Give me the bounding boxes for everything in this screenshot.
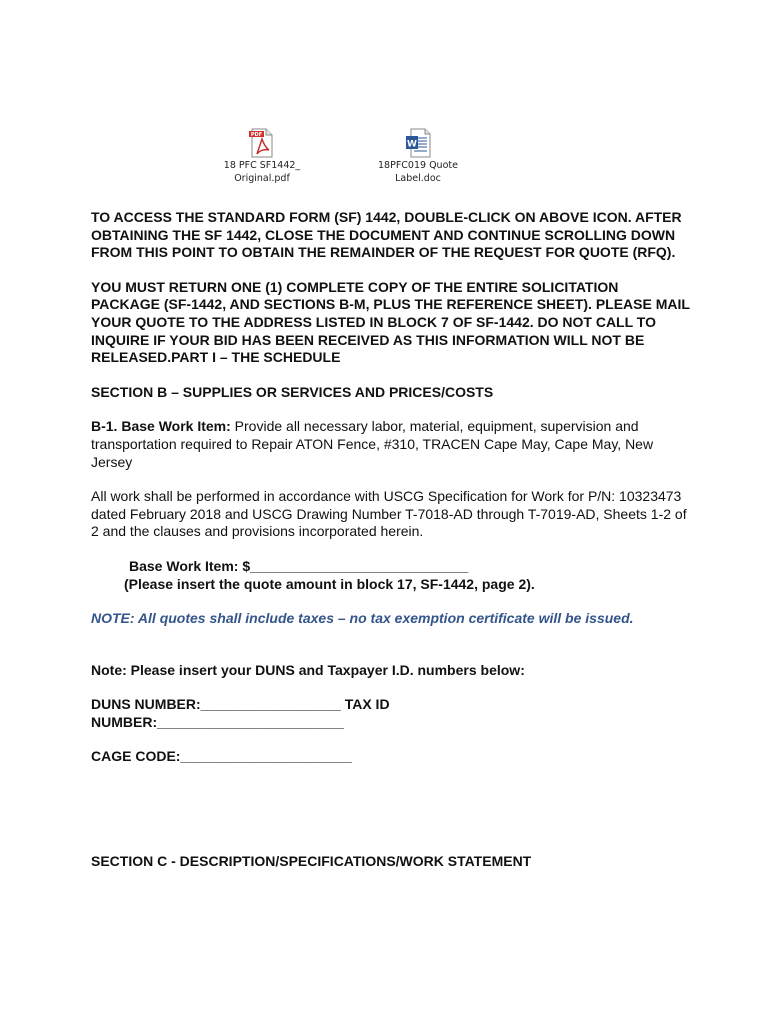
duns-tax-block (91, 696, 691, 731)
duns-line: DUNS NUMBER:__________________ TAX ID (91, 696, 390, 713)
document-body (91, 209, 691, 888)
base-work-block (91, 558, 691, 593)
doc-caption-line-1: 18PFC019 Quote (378, 160, 458, 171)
doc-caption-line-2: Label.doc (395, 173, 441, 184)
pdf-attachment[interactable] (202, 128, 322, 185)
svg-text:W: W (407, 139, 417, 150)
section-c-heading: SECTION C - DESCRIPTION/SPECIFICATIONS/WORK STATEMENT (91, 853, 532, 870)
all-work-paragraph: All work shall be performed in accordance with USCG Specification for Work for P/N: 10323473 dated February 2018 and USCG Drawing Number T-7018-AD through T-7019-AD, Sheets 1-2 of 2 and the clauses and provisions incorporated herein. (91, 488, 687, 540)
b1-text: Provide all necessary labor, material, equipment, supervision and transportation required to Repair ATON Fence, #310, TRACEN Cape May, Cape May, New Jersey (91, 418, 654, 470)
access-instructions: TO ACCESS THE STANDARD FORM (SF) 1442, DOUBLE-CLICK ON ABOVE ICON. AFTER OBTAINING THE SF 1442, CLOSE THE DOCUMENT AND CONTINUE SCROLLING DOWN FROM THIS POINT TO OBTAIN THE REMAINDER OF THE REQUEST FOR QUOTE (RFQ). (91, 209, 682, 261)
b1-paragraph (91, 418, 691, 471)
pdf-caption-line-2: Original.pdf (234, 173, 290, 184)
pdf-file-icon[interactable] (202, 128, 322, 158)
doc-attachment[interactable] (358, 128, 478, 185)
tax-id-line: NUMBER:________________________ (91, 713, 344, 730)
return-instructions: YOU MUST RETURN ONE (1) COMPLETE COPY OF THE ENTIRE SOLICITATION PACKAGE (SF-1442, AND SECTIONS B-M, PLUS THE REFERENCE SHEET). PLEASE MAIL YOUR QUOTE TO THE ADDRESS LISTED IN BLOCK 7 OF SF-1442. DO NOT CALL TO INQUIRE IF YOUR BID HAS BEEN RECEIVED AS THIS INFORMATION WILL NOT BE RELEASED.PART I – THE SCHEDULE (91, 278, 690, 366)
pdf-attachment-caption (202, 159, 322, 185)
section-b-heading: SECTION B – SUPPLIES OR SERVICES AND PRICES/COSTS (91, 383, 494, 400)
tax-note: NOTE: All quotes shall include taxes – no tax exemption certificate will be issued. (91, 610, 634, 627)
svg-text:PDF: PDF (250, 132, 263, 138)
base-work-line: Base Work Item: $____________________________ (129, 557, 469, 574)
doc-attachment-caption (358, 159, 478, 185)
cage-code-line: CAGE CODE:______________________ (91, 748, 352, 765)
word-document-icon[interactable] (358, 128, 478, 158)
pdf-caption-line-1: 18 PFC SF1442_ (223, 160, 301, 171)
duns-note: Note: Please insert your DUNS and Taxpayer I.D. numbers below: (91, 661, 525, 678)
b1-label: B-1. Base Work Item: (91, 418, 231, 435)
insert-quote-line: (Please insert the quote amount in block 17, SF-1442, page 2). (124, 575, 535, 592)
